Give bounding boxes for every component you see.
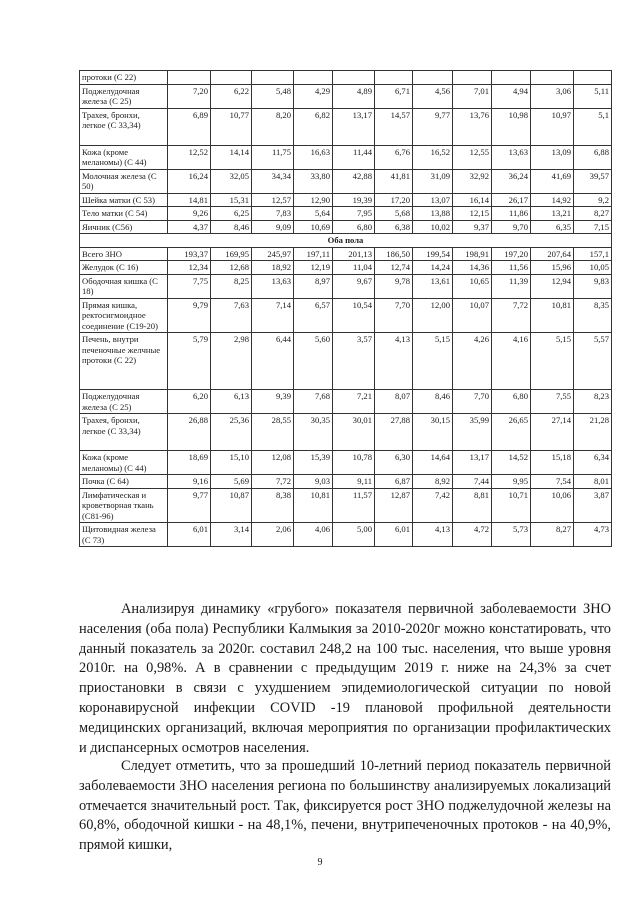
table-cell: 28,55 bbox=[252, 414, 294, 451]
table-cell: 17,20 bbox=[375, 193, 413, 207]
table-row bbox=[80, 84, 612, 108]
table-cell bbox=[492, 71, 531, 85]
table-cell: 10,54 bbox=[333, 298, 375, 333]
table-cell: 8,35 bbox=[574, 298, 612, 333]
table-cell: 6,13 bbox=[211, 390, 252, 414]
table-cell: 8,25 bbox=[211, 274, 252, 298]
paragraph-1-text: Анализируя динамику «грубого» показателя первичной заболеваемости ЗНО населения (оба пола) Республики Калмыкия за 2010-2020г можно констатировать, что данный показатель за 2020г. составил 248,2 на 100 тыс. населения, что выше уровня 2010г. на 0,98%. А в сравнении с предыдущим 2019 г. ниже на 24,3% за счет приостановки в связи с ухудшением эпидемиологической ситуации по новой коронавирусной инфекции COVID -19 плановой профильной деятельности медицинских организаций, включая мероприятия по организации профилактических и диспансерных осмотров населения. bbox=[79, 601, 611, 756]
row-label: Трахея, бронхи, легкое (С 33,34) bbox=[80, 414, 168, 451]
table-cell: 10,81 bbox=[531, 298, 574, 333]
row-label: Трахея, бронхи, легкое (С 33,34) bbox=[80, 108, 168, 145]
row-label: Желудок (С 16) bbox=[80, 261, 168, 275]
table-cell: 8,27 bbox=[574, 207, 612, 221]
table-cell: 5,15 bbox=[531, 333, 574, 390]
table-cell: 5,73 bbox=[492, 523, 531, 547]
table-cell: 9,70 bbox=[492, 220, 531, 234]
table-cell: 6,87 bbox=[375, 475, 413, 489]
table-cell: 30,35 bbox=[294, 414, 333, 451]
table-cell: 12,57 bbox=[252, 193, 294, 207]
table-cell: 9,11 bbox=[333, 475, 375, 489]
table-cell bbox=[375, 71, 413, 85]
table-cell: 26,88 bbox=[168, 414, 211, 451]
section-row bbox=[80, 234, 612, 248]
table-cell: 5,48 bbox=[252, 84, 294, 108]
table-cell: 10,78 bbox=[333, 451, 375, 475]
table-cell: 5,57 bbox=[574, 333, 612, 390]
table-cell: 2,06 bbox=[252, 523, 294, 547]
table-cell: 7,72 bbox=[252, 475, 294, 489]
table-cell: 4,06 bbox=[294, 523, 333, 547]
table-cell: 9,95 bbox=[492, 475, 531, 489]
table-cell: 157,1 bbox=[574, 247, 612, 261]
table-cell: 14,64 bbox=[413, 451, 453, 475]
table-cell: 6,44 bbox=[252, 333, 294, 390]
table-cell: 32,92 bbox=[453, 169, 492, 193]
table-cell: 13,17 bbox=[453, 451, 492, 475]
table-cell: 9,67 bbox=[333, 274, 375, 298]
table-cell: 4,13 bbox=[413, 523, 453, 547]
table-cell: 7,20 bbox=[168, 84, 211, 108]
table-cell: 207,64 bbox=[531, 247, 574, 261]
table-cell: 3,87 bbox=[574, 488, 612, 523]
table-body bbox=[80, 71, 612, 547]
table-cell: 12,74 bbox=[375, 261, 413, 275]
table-cell: 14,92 bbox=[531, 193, 574, 207]
table-cell: 186,50 bbox=[375, 247, 413, 261]
table-cell: 8,92 bbox=[413, 475, 453, 489]
row-label: Яичник (С56) bbox=[80, 220, 168, 234]
table-cell: 6,34 bbox=[574, 451, 612, 475]
table-cell: 7,01 bbox=[453, 84, 492, 108]
table-cell: 12,08 bbox=[252, 451, 294, 475]
row-label: протоки (С 22) bbox=[80, 71, 168, 85]
table-cell: 27,14 bbox=[531, 414, 574, 451]
table-cell: 13,76 bbox=[453, 108, 492, 145]
table-cell: 8,27 bbox=[531, 523, 574, 547]
table-row bbox=[80, 333, 612, 390]
table-cell: 42,88 bbox=[333, 169, 375, 193]
table-cell: 8,81 bbox=[453, 488, 492, 523]
table-cell: 10,87 bbox=[211, 488, 252, 523]
table-cell bbox=[413, 71, 453, 85]
section-header: Оба пола bbox=[80, 234, 612, 248]
table-cell: 13,17 bbox=[333, 108, 375, 145]
table-cell: 6,89 bbox=[168, 108, 211, 145]
table-cell: 193,37 bbox=[168, 247, 211, 261]
table-cell: 198,91 bbox=[453, 247, 492, 261]
table-row bbox=[80, 298, 612, 333]
table-cell: 6,76 bbox=[375, 145, 413, 169]
table-cell: 6,30 bbox=[375, 451, 413, 475]
incidence-table bbox=[79, 70, 612, 547]
table-cell: 12,34 bbox=[168, 261, 211, 275]
table-cell: 5,64 bbox=[294, 207, 333, 221]
table-cell: 8,46 bbox=[211, 220, 252, 234]
table-cell: 3,57 bbox=[333, 333, 375, 390]
table-cell: 4,13 bbox=[375, 333, 413, 390]
table-cell: 12,00 bbox=[413, 298, 453, 333]
table-row bbox=[80, 475, 612, 489]
table-cell: 7,72 bbox=[492, 298, 531, 333]
table-cell: 35,99 bbox=[453, 414, 492, 451]
table-cell: 16,52 bbox=[413, 145, 453, 169]
table-cell: 14,24 bbox=[413, 261, 453, 275]
table-cell: 16,63 bbox=[294, 145, 333, 169]
table-cell: 9,09 bbox=[252, 220, 294, 234]
table-cell: 7,55 bbox=[531, 390, 574, 414]
table-cell: 14,52 bbox=[492, 451, 531, 475]
table-cell: 10,81 bbox=[294, 488, 333, 523]
table-cell: 4,89 bbox=[333, 84, 375, 108]
table-cell: 7,83 bbox=[252, 207, 294, 221]
table-cell: 11,57 bbox=[333, 488, 375, 523]
table-row bbox=[80, 145, 612, 169]
paragraph-1 bbox=[79, 600, 611, 758]
table-cell: 6,01 bbox=[375, 523, 413, 547]
table-cell: 13,88 bbox=[413, 207, 453, 221]
table-cell: 6,88 bbox=[574, 145, 612, 169]
table-cell: 8,46 bbox=[413, 390, 453, 414]
table-cell: 12,55 bbox=[453, 145, 492, 169]
table-cell: 4,72 bbox=[453, 523, 492, 547]
table-cell: 16,24 bbox=[168, 169, 211, 193]
table-cell bbox=[531, 71, 574, 85]
table-cell: 18,92 bbox=[252, 261, 294, 275]
table-cell: 7,21 bbox=[333, 390, 375, 414]
table-cell: 10,98 bbox=[492, 108, 531, 145]
table-cell: 12,68 bbox=[211, 261, 252, 275]
table-cell: 8,20 bbox=[252, 108, 294, 145]
table-cell: 14,14 bbox=[211, 145, 252, 169]
table-cell: 197,11 bbox=[294, 247, 333, 261]
table-cell: 10,07 bbox=[453, 298, 492, 333]
table-cell: 11,75 bbox=[252, 145, 294, 169]
table-cell: 33,80 bbox=[294, 169, 333, 193]
table-cell: 10,05 bbox=[574, 261, 612, 275]
table-cell: 199,54 bbox=[413, 247, 453, 261]
table-row bbox=[80, 390, 612, 414]
table-cell: 10,69 bbox=[294, 220, 333, 234]
table-cell: 4,26 bbox=[453, 333, 492, 390]
table-cell: 32,05 bbox=[211, 169, 252, 193]
table-cell: 10,71 bbox=[492, 488, 531, 523]
table-cell bbox=[294, 71, 333, 85]
table-row bbox=[80, 169, 612, 193]
table-cell bbox=[252, 71, 294, 85]
table-cell: 13,07 bbox=[413, 193, 453, 207]
table-cell: 5,1 bbox=[574, 108, 612, 145]
table-cell: 11,04 bbox=[333, 261, 375, 275]
table-cell: 4,29 bbox=[294, 84, 333, 108]
table-cell: 4,16 bbox=[492, 333, 531, 390]
table-cell: 7,70 bbox=[375, 298, 413, 333]
table-row bbox=[80, 220, 612, 234]
table-cell: 5,15 bbox=[413, 333, 453, 390]
paragraph-2-text: Следует отметить, что за прошедший 10-летний период показатель первичной заболеваемости ЗНО населения региона по большинству анализируемых локализаций отмечается значительный рост. Так, фиксируется рост ЗНО поджелудочной железы на 60,8%, ободочной кишки - на 48,1%, печени, внутрипеченочных протоков - на 40,9%, прямой кишки, bbox=[79, 758, 611, 854]
table-cell: 15,10 bbox=[211, 451, 252, 475]
table-cell: 15,96 bbox=[531, 261, 574, 275]
table-row bbox=[80, 193, 612, 207]
table-cell: 10,97 bbox=[531, 108, 574, 145]
table-cell: 6,01 bbox=[168, 523, 211, 547]
table-cell: 9,77 bbox=[168, 488, 211, 523]
table-row bbox=[80, 488, 612, 523]
table-cell: 3,06 bbox=[531, 84, 574, 108]
table-cell: 25,36 bbox=[211, 414, 252, 451]
table-cell: 7,63 bbox=[211, 298, 252, 333]
table-cell: 201,13 bbox=[333, 247, 375, 261]
table-cell: 18,69 bbox=[168, 451, 211, 475]
table-cell: 5,60 bbox=[294, 333, 333, 390]
table-cell: 4,73 bbox=[574, 523, 612, 547]
table-cell: 36,24 bbox=[492, 169, 531, 193]
row-label: Молочная железа (С 50) bbox=[80, 169, 168, 193]
row-label: Кожа (кроме меланомы) (С 44) bbox=[80, 451, 168, 475]
table-cell: 6,80 bbox=[492, 390, 531, 414]
row-label: Почка (С 64) bbox=[80, 475, 168, 489]
table-cell: 7,42 bbox=[413, 488, 453, 523]
table-cell: 15,18 bbox=[531, 451, 574, 475]
table-cell: 7,70 bbox=[453, 390, 492, 414]
table-cell: 9,16 bbox=[168, 475, 211, 489]
table-cell: 6,57 bbox=[294, 298, 333, 333]
table-cell: 9,2 bbox=[574, 193, 612, 207]
table-cell: 41,69 bbox=[531, 169, 574, 193]
table-cell: 7,44 bbox=[453, 475, 492, 489]
table-cell: 21,28 bbox=[574, 414, 612, 451]
table-cell: 4,56 bbox=[413, 84, 453, 108]
table-cell: 41,81 bbox=[375, 169, 413, 193]
table-cell: 9,83 bbox=[574, 274, 612, 298]
table-row bbox=[80, 71, 612, 85]
table-cell: 31,09 bbox=[413, 169, 453, 193]
table-row bbox=[80, 247, 612, 261]
table-cell bbox=[168, 71, 211, 85]
table-cell: 5,00 bbox=[333, 523, 375, 547]
table-cell bbox=[333, 71, 375, 85]
table-cell: 13,63 bbox=[492, 145, 531, 169]
table-cell: 7,75 bbox=[168, 274, 211, 298]
table-cell: 6,38 bbox=[375, 220, 413, 234]
table-cell: 10,77 bbox=[211, 108, 252, 145]
table-cell: 11,86 bbox=[492, 207, 531, 221]
table-cell: 8,23 bbox=[574, 390, 612, 414]
table-cell: 5,69 bbox=[211, 475, 252, 489]
table-cell: 8,97 bbox=[294, 274, 333, 298]
table-cell: 4,94 bbox=[492, 84, 531, 108]
table-cell: 6,80 bbox=[333, 220, 375, 234]
table-cell: 6,71 bbox=[375, 84, 413, 108]
table-cell: 30,01 bbox=[333, 414, 375, 451]
paragraph-2 bbox=[79, 757, 611, 856]
table-cell: 8,07 bbox=[375, 390, 413, 414]
table-cell: 3,14 bbox=[211, 523, 252, 547]
table-cell: 12,19 bbox=[294, 261, 333, 275]
table-cell: 7,54 bbox=[531, 475, 574, 489]
table-cell: 6,35 bbox=[531, 220, 574, 234]
row-label: Щитовидная железа (С 73) bbox=[80, 523, 168, 547]
table-cell: 13,61 bbox=[413, 274, 453, 298]
table-cell: 8,38 bbox=[252, 488, 294, 523]
table-cell: 9,26 bbox=[168, 207, 211, 221]
table-cell: 19,39 bbox=[333, 193, 375, 207]
table-cell: 6,22 bbox=[211, 84, 252, 108]
table-cell: 10,02 bbox=[413, 220, 453, 234]
table-cell: 7,15 bbox=[574, 220, 612, 234]
table-cell bbox=[211, 71, 252, 85]
table-cell: 5,68 bbox=[375, 207, 413, 221]
table-cell: 7,95 bbox=[333, 207, 375, 221]
table-row bbox=[80, 108, 612, 145]
table-cell: 14,36 bbox=[453, 261, 492, 275]
row-label: Лимфатическая и кроветворная ткань (С81-96) bbox=[80, 488, 168, 523]
table-cell: 14,81 bbox=[168, 193, 211, 207]
table-cell: 9,77 bbox=[413, 108, 453, 145]
row-label: Поджелудочная железа (С 25) bbox=[80, 84, 168, 108]
table-cell: 9,37 bbox=[453, 220, 492, 234]
table-cell: 5,11 bbox=[574, 84, 612, 108]
table-cell: 13,63 bbox=[252, 274, 294, 298]
table-cell: 9,39 bbox=[252, 390, 294, 414]
table-cell: 169,95 bbox=[211, 247, 252, 261]
row-label: Печень, внутри печеночные желчные протоки (С 22) bbox=[80, 333, 168, 390]
table-cell: 12,52 bbox=[168, 145, 211, 169]
table-cell: 26,17 bbox=[492, 193, 531, 207]
table-cell: 30,15 bbox=[413, 414, 453, 451]
table-cell: 26,65 bbox=[492, 414, 531, 451]
table-row bbox=[80, 207, 612, 221]
table-cell: 5,79 bbox=[168, 333, 211, 390]
table-cell: 11,39 bbox=[492, 274, 531, 298]
table-cell: 39,57 bbox=[574, 169, 612, 193]
table-cell: 11,44 bbox=[333, 145, 375, 169]
table-row bbox=[80, 451, 612, 475]
table-cell: 6,82 bbox=[294, 108, 333, 145]
table-cell: 15,39 bbox=[294, 451, 333, 475]
table-cell: 13,09 bbox=[531, 145, 574, 169]
table-cell bbox=[453, 71, 492, 85]
table-cell: 6,20 bbox=[168, 390, 211, 414]
table-cell: 16,14 bbox=[453, 193, 492, 207]
table-cell: 10,65 bbox=[453, 274, 492, 298]
table-cell: 27,88 bbox=[375, 414, 413, 451]
table-cell: 9,78 bbox=[375, 274, 413, 298]
row-label: Прямая кишка, ректосигмоидное соединение (С19-20) bbox=[80, 298, 168, 333]
row-label: Поджелудочная железа (С 25) bbox=[80, 390, 168, 414]
table-row bbox=[80, 523, 612, 547]
table-cell: 13,21 bbox=[531, 207, 574, 221]
row-label: Ободочная кишка (С 18) bbox=[80, 274, 168, 298]
table-cell: 8,01 bbox=[574, 475, 612, 489]
table-cell: 10,06 bbox=[531, 488, 574, 523]
table-cell: 197,20 bbox=[492, 247, 531, 261]
table-cell: 2,98 bbox=[211, 333, 252, 390]
table-cell: 7,14 bbox=[252, 298, 294, 333]
table-cell: 9,79 bbox=[168, 298, 211, 333]
table-cell: 12,90 bbox=[294, 193, 333, 207]
table-cell: 14,57 bbox=[375, 108, 413, 145]
table-cell: 245,97 bbox=[252, 247, 294, 261]
table-row bbox=[80, 414, 612, 451]
table-cell bbox=[574, 71, 612, 85]
row-label: Кожа (кроме меланомы) (С 44) bbox=[80, 145, 168, 169]
row-label: Тело матки (С 54) bbox=[80, 207, 168, 221]
table-cell: 4,37 bbox=[168, 220, 211, 234]
row-label: Всего ЗНО bbox=[80, 247, 168, 261]
table-row bbox=[80, 261, 612, 275]
table-cell: 9,03 bbox=[294, 475, 333, 489]
table-cell: 15,31 bbox=[211, 193, 252, 207]
table-cell: 7,68 bbox=[294, 390, 333, 414]
table-cell: 6,25 bbox=[211, 207, 252, 221]
row-label: Шейка матки (С 53) bbox=[80, 193, 168, 207]
page-number: 9 bbox=[317, 857, 323, 868]
table-cell: 12,15 bbox=[453, 207, 492, 221]
table-cell: 12,87 bbox=[375, 488, 413, 523]
table-cell: 11,56 bbox=[492, 261, 531, 275]
table-cell: 34,34 bbox=[252, 169, 294, 193]
table-cell: 12,94 bbox=[531, 274, 574, 298]
table-row bbox=[80, 274, 612, 298]
